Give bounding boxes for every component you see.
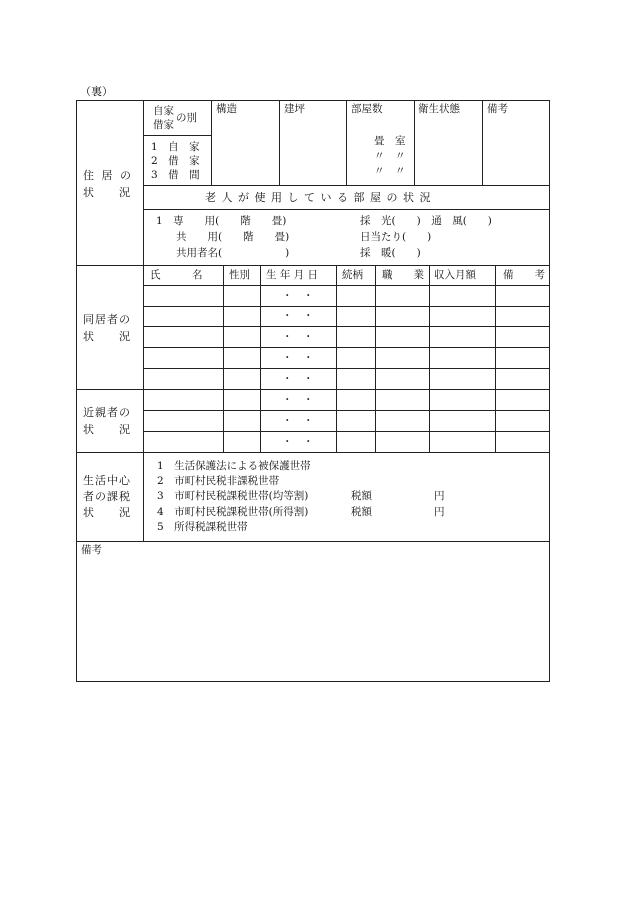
col-name: 氏 名 bbox=[150, 269, 203, 281]
ownership-option-2: 2 借 家 bbox=[151, 155, 200, 167]
notes-label: 備考 bbox=[81, 544, 102, 556]
table-row: ・ ・ bbox=[282, 373, 314, 385]
cohabitants-label-2: 状 況 bbox=[83, 330, 131, 343]
rooms-line-1: 畳 室 bbox=[374, 135, 406, 147]
rooms-header: 部屋数 bbox=[351, 103, 383, 115]
floor-area-header: 建坪 bbox=[284, 103, 305, 115]
elder-room-left-3: 共用者名( ) bbox=[176, 247, 290, 259]
tax-item-1: 1 生活保護法による被保護世帯 bbox=[157, 460, 311, 472]
col-sex: 性別 bbox=[229, 269, 250, 281]
table-row: ・ ・ bbox=[282, 394, 314, 406]
col-remarks: 備 考 bbox=[503, 269, 545, 281]
tax-amount-label-4: 税額 bbox=[351, 506, 372, 518]
col-income: 収入月額 bbox=[434, 269, 476, 281]
rooms-line-3: 〃 〃 bbox=[374, 165, 406, 177]
ownership-option-3: 3 借 間 bbox=[151, 169, 200, 181]
elder-room-right-2: 日当たり( ) bbox=[360, 231, 432, 243]
table-row: ・ ・ bbox=[282, 415, 314, 427]
structure-header: 構造 bbox=[216, 103, 237, 115]
sanitation-header: 衛生状態 bbox=[418, 103, 460, 115]
remarks-header: 備考 bbox=[487, 103, 508, 115]
housing-label-1: 住 居 の bbox=[83, 169, 133, 182]
col-relationship: 続柄 bbox=[342, 269, 363, 281]
elder-room-left-2: 共 用( 階 畳) bbox=[176, 231, 290, 243]
tax-item-3: 3 市町村民税課税世帯(均等割) bbox=[157, 490, 309, 502]
elder-room-right-1: 採 光( ) 通 風( ) bbox=[360, 215, 492, 227]
page-label: （裏） bbox=[80, 85, 113, 98]
col-occupation: 職 業 bbox=[382, 269, 424, 281]
elder-room-right-3: 採 暖( ) bbox=[360, 247, 421, 259]
table-row: ・ ・ bbox=[282, 331, 314, 343]
tax-item-5: 5 所得税課税世帯 bbox=[157, 521, 248, 533]
elder-room-title: 老 人 が 使 用 し て い る 部 屋 の 状 況 bbox=[205, 191, 432, 204]
ownership-header-2: 借家 bbox=[153, 119, 174, 131]
cohabitants-label-1: 同居者の bbox=[83, 313, 131, 326]
table-row: ・ ・ bbox=[282, 290, 314, 302]
tax-yen-3: 円 bbox=[434, 490, 445, 502]
table-row: ・ ・ bbox=[282, 310, 314, 322]
table-row: ・ ・ bbox=[282, 436, 314, 448]
col-birthdate: 生 年 月 日 bbox=[266, 269, 319, 281]
relatives-label-1: 近親者の bbox=[83, 406, 131, 419]
housing-label-2: 状 況 bbox=[83, 186, 131, 199]
tax-label-1: 生活中心 bbox=[83, 474, 131, 487]
ownership-option-1: 1 自 家 bbox=[151, 141, 200, 153]
tax-item-4: 4 市町村民税課税世帯(所得割) bbox=[157, 506, 309, 518]
tax-label-3: 状 況 bbox=[83, 506, 131, 519]
relatives-label-2: 状 況 bbox=[83, 423, 131, 436]
tax-yen-4: 円 bbox=[434, 506, 445, 518]
ownership-header-1: 自家 bbox=[153, 105, 174, 117]
ownership-header-suffix: の別 bbox=[176, 112, 197, 124]
table-row: ・ ・ bbox=[282, 352, 314, 364]
elder-room-left-1: 1 専 用( 階 畳) bbox=[156, 215, 287, 227]
tax-item-2: 2 市町村民税非課税世帯 bbox=[157, 475, 280, 487]
tax-label-2: 者の課税 bbox=[83, 490, 131, 503]
rooms-line-2: 〃 〃 bbox=[374, 150, 406, 162]
tax-amount-label-3: 税額 bbox=[351, 490, 372, 502]
